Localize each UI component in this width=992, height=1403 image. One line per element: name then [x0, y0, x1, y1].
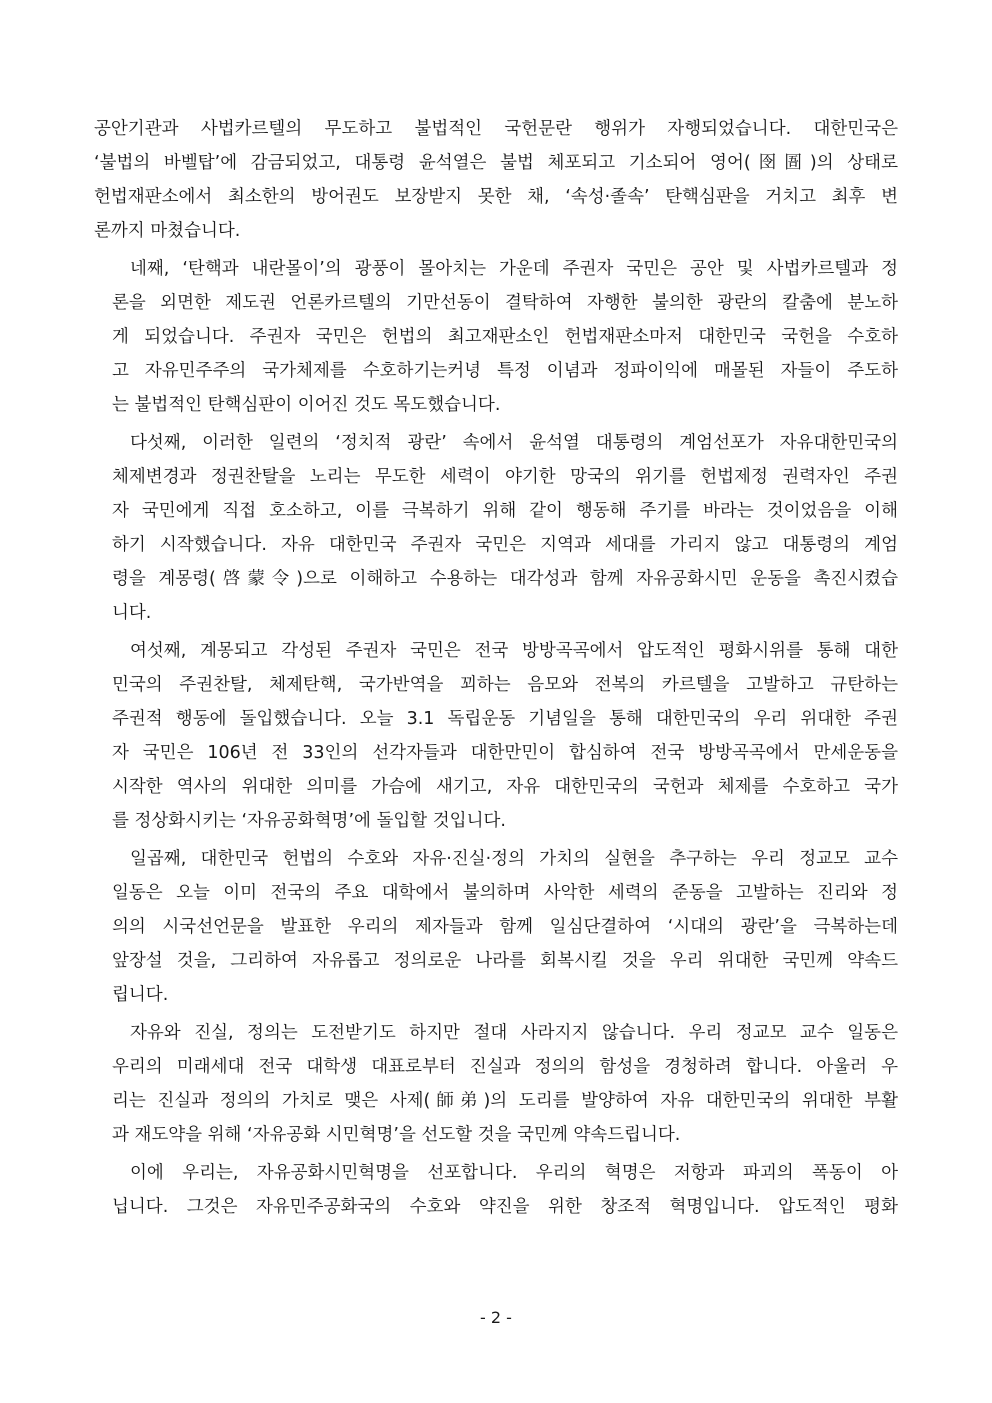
- text-line: 니다.: [112, 603, 152, 623]
- text-line: 의의 시국선언문을 발표한 우리의 제자들과 함께 일심단결하여 ‘시대의 광란’을 극복하는데: [112, 917, 898, 937]
- text-line: 론까지 마쳤습니다.: [94, 221, 241, 241]
- text-line: 는 불법적인 탄핵심판이 이어진 것도 목도했습니다.: [112, 395, 501, 415]
- text-line: 자 국민에게 직접 호소하고, 이를 극복하기 위해 같이 행동해 주기를 바라는 것이었음을 이해: [112, 501, 898, 521]
- text-line: 립니다.: [112, 985, 169, 1005]
- text-line: 네째, ‘탄핵과 내란몰이’의 광풍이 몰아치는 가운데 주권자 국민은 공안 및 사법카르텔과 정: [130, 259, 898, 279]
- paragraph: [94, 1156, 898, 1224]
- document-body: [94, 112, 898, 1228]
- text-line: 우리의 미래세대 전국 대학생 대표로부터 진실과 정의의 함성을 경청하려 합니다. 아울러 우: [112, 1057, 898, 1077]
- text-line: 론을 외면한 제도권 언론카르텔의 기만선동이 결탁하여 자행한 불의한 광란의 칼춤에 분노하: [112, 293, 898, 313]
- text-line: 시작한 역사의 위대한 의미를 가슴에 새기고, 자유 대한민국의 국헌과 체제를 수호하고 국가: [112, 777, 898, 797]
- text-line: 하기 시작했습니다. 자유 대한민국 주권자 국민은 지역과 세대를 가리지 않고 대통령의 계엄: [112, 535, 898, 555]
- text-line: 과 재도약을 위해 ‘자유공화 시민혁명’을 선도할 것을 국민께 약속드립니다.: [112, 1125, 681, 1145]
- text-line: 고 자유민주주의 국가체제를 수호하기는커녕 특정 이념과 정파이익에 매몰된 자들이 주도하: [112, 361, 898, 381]
- paragraph: [94, 634, 898, 838]
- page-number: - 2 -: [480, 1308, 512, 1327]
- text-line: 자유와 진실, 정의는 도전받기도 하지만 절대 사라지지 않습니다. 우리 정교모 교수 일동은: [130, 1023, 898, 1043]
- text-line: 다섯째, 이러한 일련의 ‘정치적 광란’ 속에서 윤석열 대통령의 계엄선포가 자유대한민국의: [130, 433, 898, 453]
- text-line: 령을 계몽령(啓蒙令)으로 이해하고 수용하는 대각성과 함께 자유공화시민 운동을 촉진시켰습: [112, 569, 898, 589]
- paragraph: [94, 1016, 898, 1152]
- paragraph: [94, 252, 898, 422]
- text-line: 헌법재판소에서 최소한의 방어권도 보장받지 못한 채, ‘속성·졸속’ 탄핵심판을 거치고 최후 변: [94, 187, 898, 207]
- text-line: 자 국민은 106년 전 33인의 선각자들과 대한만민이 합심하여 전국 방방곡곡에서 만세운동을: [112, 743, 898, 763]
- text-line: 앞장설 것을, 그리하여 자유롭고 정의로운 나라를 회복시킬 것을 우리 위대한 국민께 약속드: [112, 951, 898, 971]
- text-line: 체제변경과 정권찬탈을 노리는 무도한 세력이 야기한 망국의 위기를 헌법제정 권력자인 주권: [112, 467, 898, 487]
- text-line: ‘불법의 바벨탑’에 감금되었고, 대통령 윤석열은 불법 체포되고 기소되어 영어(囹圄)의 상태로: [94, 153, 898, 173]
- paragraph: [94, 426, 898, 630]
- text-line: 일곱째, 대한민국 헌법의 수호와 자유·진실·정의 가치의 실현을 추구하는 우리 정교모 교수: [130, 849, 898, 869]
- paragraph: [94, 112, 898, 248]
- text-line: 공안기관과 사법카르텔의 무도하고 불법적인 국헌문란 행위가 자행되었습니다. 대한민국은: [94, 119, 898, 139]
- text-line: 게 되었습니다. 주권자 국민은 헌법의 최고재판소인 헌법재판소마저 대한민국 국헌을 수호하: [112, 327, 898, 347]
- text-line: 리는 진실과 정의의 가치로 맺은 사제(師弟)의 도리를 발양하여 자유 대한민국의 위대한 부활: [112, 1091, 898, 1111]
- paragraph: [94, 842, 898, 1012]
- text-line: 여섯째, 계몽되고 각성된 주권자 국민은 전국 방방곡곡에서 압도적인 평화시위를 통해 대한: [130, 641, 898, 661]
- text-line: 일동은 오늘 이미 전국의 주요 대학에서 불의하며 사악한 세력의 준동을 고발하는 진리와 정: [112, 883, 898, 903]
- text-line: 주권적 행동에 돌입했습니다. 오늘 3.1 독립운동 기념일을 통해 대한민국의 우리 위대한 주권: [112, 709, 898, 729]
- text-line: 민국의 주권찬탈, 체제탄핵, 국가반역을 꾀하는 음모와 전복의 카르텔을 고발하고 규탄하는: [112, 675, 898, 695]
- text-line: 이에 우리는, 자유공화시민혁명을 선포합니다. 우리의 혁명은 저항과 파괴의 폭동이 아: [130, 1163, 898, 1183]
- text-line: 를 정상화시키는 ‘자유공화혁명’에 돌입할 것입니다.: [112, 811, 506, 831]
- text-line: 닙니다. 그것은 자유민주공화국의 수호와 약진을 위한 창조적 혁명입니다. 압도적인 평화: [112, 1197, 898, 1217]
